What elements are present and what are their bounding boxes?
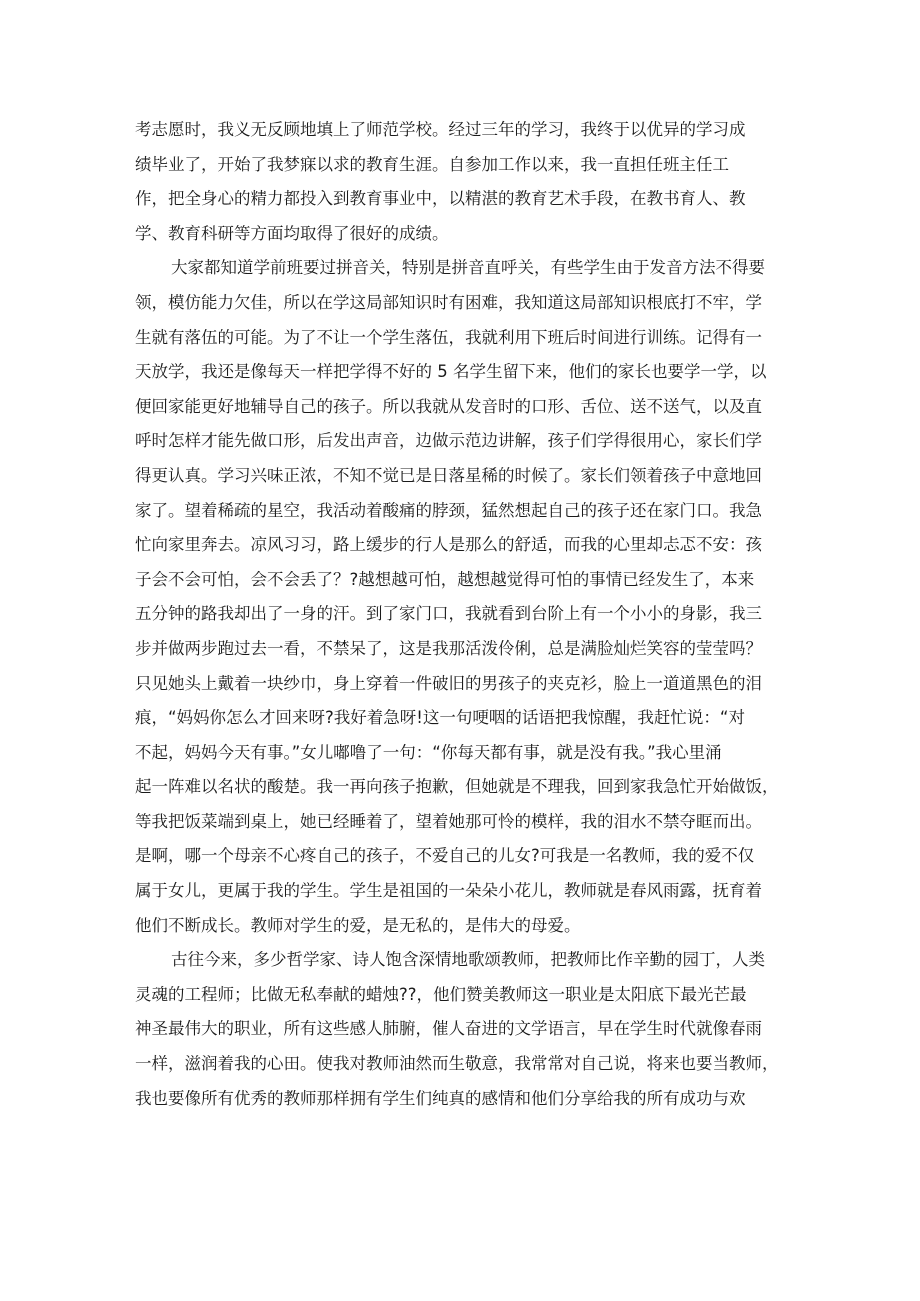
text-line: 灵魂的工程师；比做无私奉献的蜡烛??，他们赞美教师这一职业是太阳底下最光芒最	[135, 984, 747, 1004]
text-line: 大家都知道学前班要过拼音关，特别是拼音直呼关，有些学生由于发音方法不得要	[171, 258, 765, 278]
text-line: 古往今来，多少哲学家、诗人饱含深情地歌颂教师，把教师比作辛勤的园丁，人类	[171, 950, 765, 970]
text-line: 领，模仿能力欠佳，所以在学这局部知识时有困难，我知道这局部知识根底打不牢，学	[135, 292, 762, 312]
text-line: 不起，妈妈今天有事。”女儿嘟噜了一句：“你每天都有事，就是没有我。”我心里涌	[135, 742, 722, 762]
text-line: 绩毕业了，开始了我梦寐以求的教育生涯。自参加工作以来，我一直担任班主任工	[135, 154, 729, 174]
text-line: 痕，“妈妈你怎么才回来呀?我好着急呀!这一句哽咽的话语把我惊醒，我赶忙说：“对	[135, 708, 745, 728]
text-line: 只见她头上戴着一块纱巾，身上穿着一件破旧的男孩子的夹克衫，脸上一道道黑色的泪	[135, 673, 762, 693]
document-body	[135, 113, 795, 1116]
text-line: 是啊，哪一个母亲不心疼自己的孩子，不爱自己的儿女?可我是一名教师，我的爱不仅	[135, 846, 755, 866]
paragraph	[135, 943, 795, 1116]
text-line: 我也要像所有优秀的教师那样拥有学生们纯真的感情和他们分享给我的所有成功与欢	[135, 1088, 746, 1108]
text-line: 一样，滋润着我的心田。使我对教师油然而生敬意，我常常对自己说，将来也要当教师，	[135, 1054, 779, 1074]
text-line: 学、教育科研等方面均取得了很好的成绩。	[135, 223, 449, 243]
text-line: 子会不会可怕，会不会丢了？?越想越可怕，越想越觉得可怕的事情已经发生了，本来	[135, 569, 755, 589]
text-line: 步并做两步跑过去一看，不禁呆了，这是我那活泼伶俐，总是满脸灿烂笑容的莹莹吗？	[135, 638, 762, 658]
text-line: 他们不断成长。教师对学生的爱，是无私的，是伟大的母爱。	[135, 915, 581, 935]
paragraph	[135, 113, 795, 251]
paragraph	[135, 251, 795, 943]
text-line: 呼时怎样才能先做口形，后发出声音，边做示范边讲解，孩子们学得很用心，家长们学	[135, 431, 762, 451]
text-line: 起一阵难以名状的酸楚。我一再向孩子抱歉，但她就是不理我，回到家我急忙开始做饭，	[135, 777, 779, 797]
text-line: 属于女儿，更属于我的学生。学生是祖国的一朵朵小花儿，教师就是春风雨露，抚育着	[135, 881, 762, 901]
text-line: 神圣最伟大的职业，所有这些感人肺腑，催人奋进的文学语言，早在学生时代就像春雨	[135, 1019, 762, 1039]
text-line: 天放学，我还是像每天一样把学得不好的 5 名学生留下来，他们的家长也要学一学，以	[135, 362, 767, 382]
text-line: 忙向家里奔去。凉风习习，路上缓步的行人是那么的舒适，而我的心里却忐忑不安：孩	[135, 535, 762, 555]
text-line: 便回家能更好地辅导自己的孩子。所以我就从发音时的口形、舌位、送不送气，以及直	[135, 396, 762, 416]
text-line: 家了。望着稀疏的星空，我活动着酸痛的脖颈，猛然想起自己的孩子还在家门口。我急	[135, 500, 762, 520]
text-line: 生就有落伍的可能。为了不让一个学生落伍，我就利用下班后时间进行训练。记得有一	[135, 327, 762, 347]
text-line: 等我把饭菜端到桌上，她已经睡着了，望着她那可怜的模样，我的泪水不禁夺眶而出。	[135, 811, 762, 831]
text-line: 得更认真。学习兴味正浓，不知不觉已是日落星稀的时候了。家长们领着孩子中意地回	[135, 465, 762, 485]
text-line: 考志愿时，我义无反顾地填上了师范学校。经过三年的学习，我终于以优异的学习成	[135, 120, 746, 139]
text-line: 五分钟的路我却出了一身的汗。到了家门口，我就看到台阶上有一个小小的身影，我三	[135, 604, 762, 624]
text-line: 作，把全身心的精力都投入到教育事业中，以精湛的教育艺术手段，在教书育人、教	[135, 189, 746, 209]
